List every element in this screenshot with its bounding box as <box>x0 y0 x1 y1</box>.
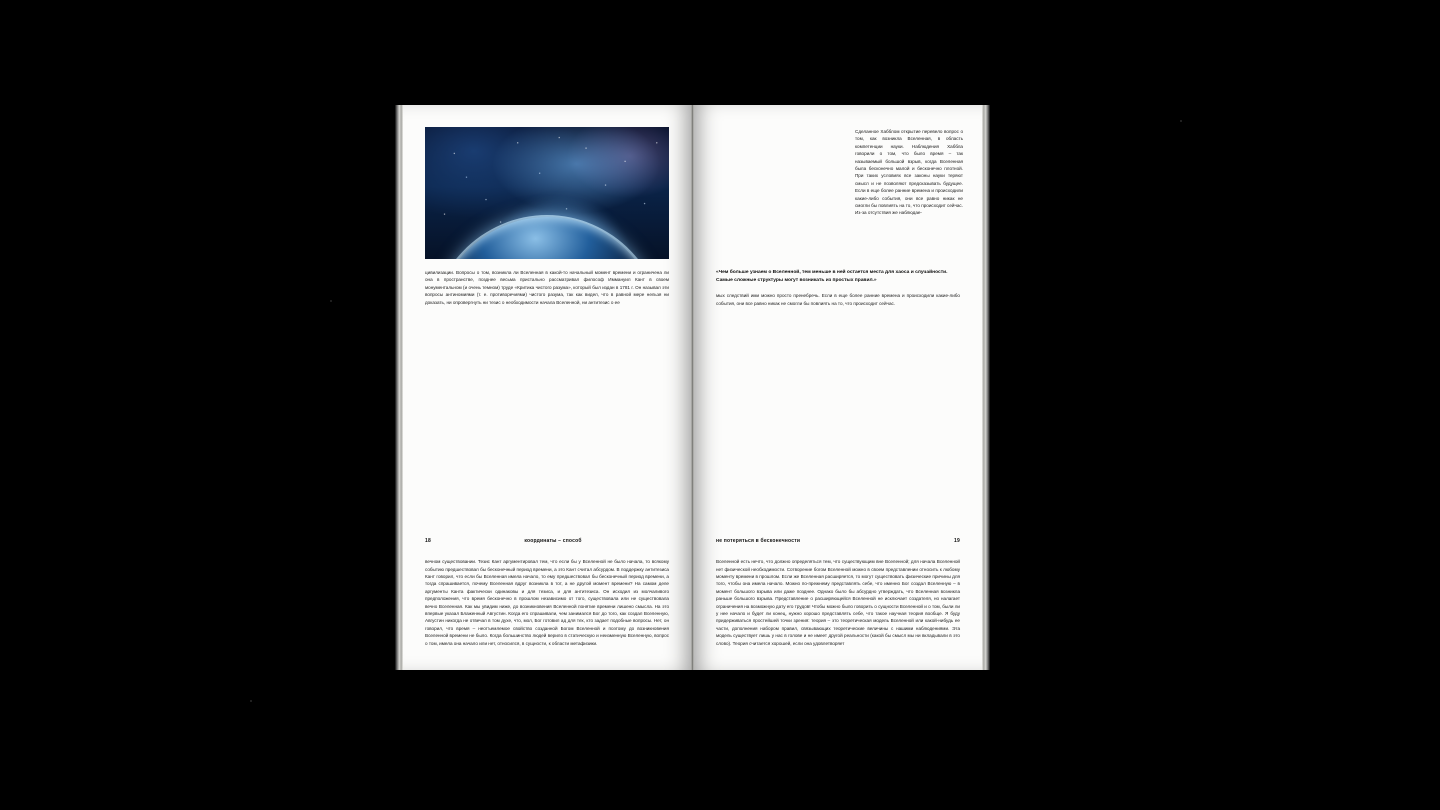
left-page-top <box>425 127 669 313</box>
paragraph: вечном существовании. Тезис Кант аргументировал тем, что если бы у Вселенной не было начала, то всякому событию предшествовал бы бесконечный период времени, а это Кант считал абсурдом. В поддержку антитезиса Кант говорил, что если бы Вселенная имела начало, то ему предшествовал бы бесконечный период времени, а тогда спрашивается, почему Вселенная вдруг возникла в тот, а не другой момент времени? На самом деле аргументы Канта фактически одинаковы и для тезиса, и для антитезиса. Он исходил из молчаливого предположения, что время бесконечно в прошлом независимо от того, существовала или не существовала вечно Вселенная. Как мы увидим ниже, до возникновения Вселенной понятие времени лишено смысла. На это впервые указал Блаженный Августин. Когда его спрашивали, чем занимался Бог до того, как создал Вселенную, Августин никогда не отвечал в том духе, что, мол, Бог готовил ад для тех, кто задает подобные вопросы. Нет, он говорил, что время – неотъемлемое свойство созданной Богом Вселенной и поэтому до возникновения Вселенной времени не было. Когда большинство людей верило в статическую и неизменную Вселенную, вопрос о том, имела она начало или нет, относился, в сущности, к области метафизики. <box>425 559 669 646</box>
running-head: координаты – способ <box>524 538 582 545</box>
left-top-column <box>425 269 669 313</box>
dust-speck <box>1180 120 1182 122</box>
dust-speck <box>330 300 332 302</box>
right-page-edges <box>982 105 990 670</box>
paragraph: Сделанное Хабблом открытие перевело вопрос о том, как возникла Вселенная, в область компетенции науки. Наблюдения Хаббла говорили о том, что было время – так называемый большой взрыв, когда Вселенная была бесконечно малой и бесконечно плотной. При таких условиях все законы науки теряют смысл и не позволяют предсказывать будущее. Если в еще более ранние времена и происходили какие-либо события, они все равно никак не смогли бы повлиять на то, что происходит сейчас. Из-за отсутствия же наблюдае- <box>855 129 963 216</box>
left-top-columns <box>425 269 669 313</box>
left-page-footer <box>425 532 669 544</box>
paragraph: цивилизации. Вопросы о том, возникла ли Вселенная в какой-то начальный момент времени и ограничена ли она в пространстве, позднее весьма пристально рассматривал философ Иммануил Кант в своем монументальном (и очень темном) труде «Критика чистого разума», который был издан в 1781 г. Он называл эти вопросы антиномиями (т. е. противоречиями) чистого разума, так как видел, что в равной мере нельзя ни доказать, ни опровергнуть ни тезис о необходимости начала Вселенной, ни антитезис о ее <box>425 270 669 305</box>
left-page <box>403 105 691 670</box>
right-bottom-columns <box>716 558 960 654</box>
dust-speck <box>250 700 252 702</box>
right-page-side-column <box>855 128 963 224</box>
right-top-columns <box>716 269 960 314</box>
running-head: не потеряться в бесконечности <box>716 538 801 545</box>
page-number: 19 <box>954 538 960 545</box>
left-bottom-columns <box>425 558 669 654</box>
earth-from-space-photo <box>425 127 669 259</box>
paragraph: Вселенной есть нечто, что должно определяться тем, что существующим вне Вселенной; для начала Вселенной нет физической необходимости. Сотворение богом Вселенной можно в своем представлении относить к любому моменту времени в прошлом. Если же Вселенная расширяется, то могут существовать физические причины для того, чтобы она имела начало. Можно по-прежнему представлять себе, что именно Бог создал Вселенную – в момент большого взрыва или даже позднее. Однако было бы абсурдно утверждать, что Вселенная возникла раньше большого взрыва. Представление о расширяющейся Вселенной не исключает создателя, но налагает ограничения на возможную дату его трудов! Чтобы можно было говорить о сущности Вселенной и о том, были ли у нее начало и будет ли конец, нужно хорошо представлять себе, что такое научная теория вообще. Я буду придерживаться простейшей точки зрения: теория – это теоретическая модель Вселенной или какой-нибудь ее части, дополнения набором правил, связывающих теоретические величины с нашими наблюдениями. Эта модель существует лишь у нас в голове и не имеет другой реальности (какой бы смысл мы ни вкладывали в это слово). Теория считается хорошей, если она удовлетворяет <box>716 559 960 646</box>
paragraph: мых следствий ими можно просто пренебречь. Если в еще более ранние времена и происходили какие-либо события, они все равно никак не смогли бы повлиять на то, что происходит сейчас. <box>716 293 960 306</box>
page-number: 18 <box>425 538 431 545</box>
pull-quote: «Чем больше узнаем о Вселенной, тем меньше в ней остается места для хаоса и случайности. Самые сложные структуры могут возникать из простых правил.» <box>716 270 948 283</box>
right-page-footer <box>716 532 960 544</box>
pull-quote-column <box>716 269 960 314</box>
left-page-edges <box>395 105 403 670</box>
